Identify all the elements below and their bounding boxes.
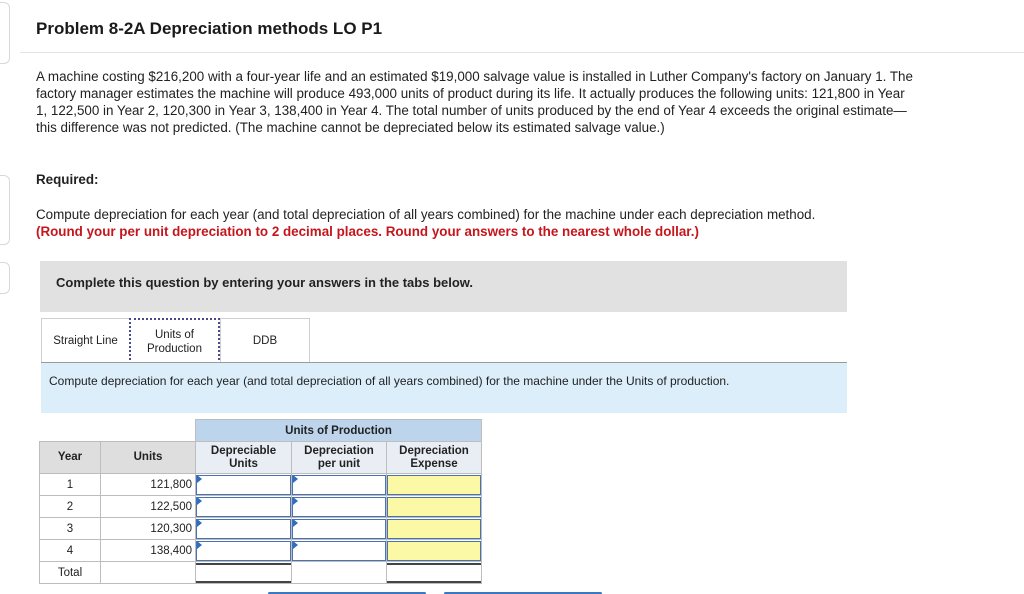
expense-field[interactable] (387, 497, 481, 517)
depreciable-units-input[interactable] (196, 474, 292, 496)
instructions (36, 206, 936, 240)
depreciable-units-field[interactable] (196, 519, 291, 539)
expense-field[interactable] (387, 541, 481, 561)
row-year: 3 (40, 518, 101, 540)
input-marker-icon (293, 497, 298, 505)
row-year: 2 (40, 496, 101, 518)
input-marker-icon (293, 541, 298, 549)
banner-text: Complete this question by entering your answers in the tabs below. (56, 275, 474, 290)
per-unit-field[interactable] (292, 541, 386, 561)
instruction-text: Compute depreciation for each year (and total depreciation of all years combined) for the machine under each depreciation method. (36, 207, 816, 222)
input-marker-icon (197, 475, 202, 483)
side-edge-tab (0, 262, 10, 294)
col-header-depreciation-expense: Depreciation Expense (387, 442, 482, 474)
expense-field[interactable] (387, 475, 481, 495)
row-units: 121,800 (101, 474, 196, 496)
per-unit-field[interactable] (292, 497, 386, 517)
total-label: Total (40, 562, 101, 584)
page-title: Problem 8-2A Depreciation methods LO P1 (36, 19, 383, 38)
depreciable-units-input[interactable] (196, 518, 292, 540)
title-divider (20, 52, 1024, 53)
depreciation-table (39, 419, 482, 584)
col-header-year: Year (40, 442, 101, 474)
total-depreciable-units-box (196, 563, 291, 583)
total-units-cell (101, 562, 196, 584)
table-row (40, 496, 482, 518)
row-units: 122,500 (101, 496, 196, 518)
panel-instruction: Compute depreciation for each year (and total depreciation of all years combined) for the machine under the Units of production. (49, 374, 730, 388)
depreciable-units-field[interactable] (196, 497, 291, 517)
per-unit-input[interactable] (292, 474, 387, 496)
per-unit-field[interactable] (292, 519, 386, 539)
expense-input[interactable] (387, 496, 482, 518)
depreciable-units-field[interactable] (196, 541, 291, 561)
required-label: Required: (36, 172, 99, 187)
tabs-banner (40, 261, 847, 312)
per-unit-input[interactable] (292, 540, 387, 562)
depreciable-units-field[interactable] (196, 475, 291, 495)
row-year: 1 (40, 474, 101, 496)
total-expense-field[interactable] (387, 563, 481, 583)
depreciable-units-input[interactable] (196, 540, 292, 562)
tab-ddb[interactable]: DDB (220, 318, 310, 363)
table-spacer (40, 420, 196, 442)
input-marker-icon (293, 475, 298, 483)
per-unit-input[interactable] (292, 496, 387, 518)
row-year: 4 (40, 540, 101, 562)
input-marker-icon (293, 519, 298, 527)
col-header-depreciation-per-unit: Depreciation per unit (292, 442, 387, 474)
col-header-units: Units (101, 442, 196, 474)
input-marker-icon (197, 497, 202, 505)
input-marker-icon (197, 541, 202, 549)
expense-input[interactable] (387, 540, 482, 562)
table-row (40, 474, 482, 496)
rounding-instruction: (Round your per unit depreciation to 2 decimal places. Round your answers to the nearest whole dollar.) (36, 224, 699, 239)
per-unit-field[interactable] (292, 475, 386, 495)
row-units: 120,300 (101, 518, 196, 540)
input-marker-icon (197, 519, 202, 527)
side-edge-tab (0, 2, 10, 64)
total-per-unit-cell (292, 562, 387, 584)
tab-units-of-production-label: Units of Production (147, 329, 202, 355)
expense-field[interactable] (387, 519, 481, 539)
table-row (40, 518, 482, 540)
tab-straight-line[interactable]: Straight Line (41, 318, 129, 363)
problem-text: A machine costing $216,200 with a four-year life and an estimated $19,000 salvage value is installed in Luther Company's factory on January 1. The factory manager estimates the machine will produce 493,000 units of product during its life. It actually produces the following units: 121,800 in Year 1, 122,500 in Year 2, 120,300 in Year 3, 138,400 in Year 4. The total number of units produced by the end of Year 4 exceeds the original estimate—this difference was not predicted. (The machine cannot be depreciated below its estimated salvage value.) (36, 69, 913, 135)
group-header: Units of Production (196, 420, 482, 442)
table-row (40, 540, 482, 562)
total-row (40, 562, 482, 584)
tab-units-of-production[interactable] (129, 318, 220, 364)
total-expense-input[interactable] (387, 562, 482, 584)
col-header-depreciable-units: Depreciable Units (196, 442, 292, 474)
row-units: 138,400 (101, 540, 196, 562)
per-unit-input[interactable] (292, 518, 387, 540)
tab-panel-header (41, 363, 847, 413)
side-edge-tab (0, 175, 10, 245)
depreciable-units-input[interactable] (196, 496, 292, 518)
expense-input[interactable] (387, 474, 482, 496)
expense-input[interactable] (387, 518, 482, 540)
total-depreciable-units-cell (196, 562, 292, 584)
